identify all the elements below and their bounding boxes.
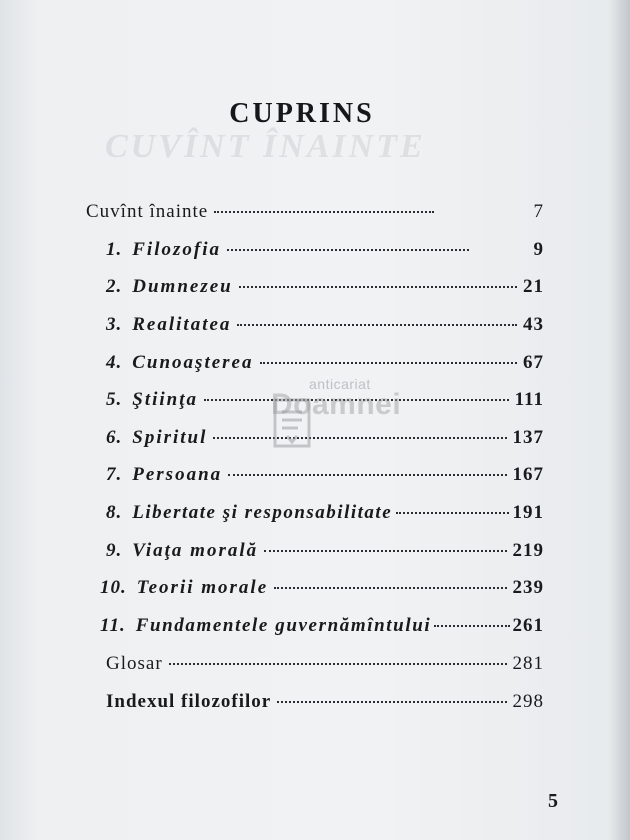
chapter-title: Libertate şi responsabilitate bbox=[132, 502, 393, 523]
toc-entry-page: 281 bbox=[512, 653, 544, 674]
chapter-number: 8. bbox=[106, 502, 123, 523]
chapter-page: 67 bbox=[523, 352, 544, 373]
chapter-title: Ştiinţa bbox=[132, 389, 198, 410]
watermark-text-small: anticariat bbox=[309, 376, 371, 392]
chapter-number: 4. bbox=[106, 352, 123, 373]
watermark-stamp bbox=[265, 374, 425, 460]
toc-entry-chapter-10 bbox=[100, 577, 544, 599]
dot-leader bbox=[264, 550, 506, 552]
dot-leader bbox=[169, 663, 507, 665]
dot-leader bbox=[239, 286, 517, 288]
toc-entry-page: 7 bbox=[533, 201, 544, 222]
toc-entry-chapter-7 bbox=[106, 464, 544, 486]
chapter-page: 111 bbox=[514, 389, 544, 410]
chapter-number: 9. bbox=[106, 540, 123, 561]
chapter-page: 219 bbox=[512, 540, 544, 561]
dot-leader bbox=[228, 474, 506, 476]
chapter-page: 167 bbox=[512, 464, 544, 485]
chapter-number: 11. bbox=[100, 615, 126, 636]
toc-entry-glossary bbox=[106, 653, 544, 675]
show-through-text: CUVÎNT ÎNAINTE bbox=[105, 128, 426, 165]
chapter-page: 261 bbox=[512, 615, 544, 636]
toc-entry-chapter-11 bbox=[100, 615, 544, 637]
chapter-number: 6. bbox=[106, 427, 123, 448]
page-title: CUPRINS bbox=[229, 98, 375, 129]
chapter-number: 1. bbox=[106, 239, 123, 260]
page-number: 5 bbox=[548, 790, 558, 812]
chapter-title: Fundamentele guvernămîntului bbox=[135, 615, 432, 636]
chapter-number: 10. bbox=[100, 577, 127, 598]
chapter-title: Filozofia bbox=[132, 239, 221, 260]
dot-leader bbox=[227, 249, 469, 251]
chapter-page: 9 bbox=[533, 239, 544, 260]
chapter-page: 239 bbox=[512, 577, 544, 598]
dot-leader bbox=[274, 587, 506, 589]
dot-leader bbox=[237, 324, 517, 326]
toc-entry-chapter-9 bbox=[106, 540, 544, 562]
chapter-title: Cunoaşterea bbox=[132, 352, 254, 373]
dot-leader bbox=[260, 362, 518, 364]
watermark-text-large: Doamnei bbox=[271, 388, 402, 421]
toc-entry-foreword bbox=[86, 201, 544, 223]
chapter-title: Persoana bbox=[132, 464, 223, 485]
dot-leader bbox=[434, 625, 509, 627]
toc-entry-label: Glosar bbox=[106, 653, 163, 674]
chapter-title: Teorii morale bbox=[136, 577, 269, 598]
dot-leader bbox=[214, 211, 434, 213]
chapter-title: Realitatea bbox=[132, 314, 232, 335]
toc-entry-chapter-4 bbox=[106, 352, 544, 374]
chapter-number: 2. bbox=[106, 276, 123, 297]
dot-leader bbox=[396, 512, 508, 514]
chapter-title: Dumnezeu bbox=[132, 276, 233, 297]
chapter-number: 5. bbox=[106, 389, 123, 410]
chapter-page: 43 bbox=[523, 314, 544, 335]
chapter-number: 7. bbox=[106, 464, 123, 485]
toc-entry-index bbox=[106, 691, 544, 713]
chapter-page: 137 bbox=[512, 427, 544, 448]
toc-entry-label: Indexul filozofilor bbox=[106, 691, 272, 712]
chapter-title: Spiritul bbox=[132, 427, 208, 448]
chapter-page: 21 bbox=[523, 276, 544, 297]
toc-entry-chapter-8 bbox=[106, 502, 544, 524]
chapter-number: 3. bbox=[106, 314, 123, 335]
dot-leader bbox=[277, 701, 506, 703]
chapter-page: 191 bbox=[512, 502, 544, 523]
toc-entry-page: 298 bbox=[512, 691, 544, 712]
chapter-title: Viaţa morală bbox=[132, 540, 259, 561]
toc-entry-label: Cuvînt înainte bbox=[86, 201, 209, 222]
toc-entry-chapter-3 bbox=[106, 314, 544, 336]
toc-entry-chapter-1 bbox=[106, 239, 544, 261]
toc-entry-chapter-2 bbox=[106, 276, 544, 298]
